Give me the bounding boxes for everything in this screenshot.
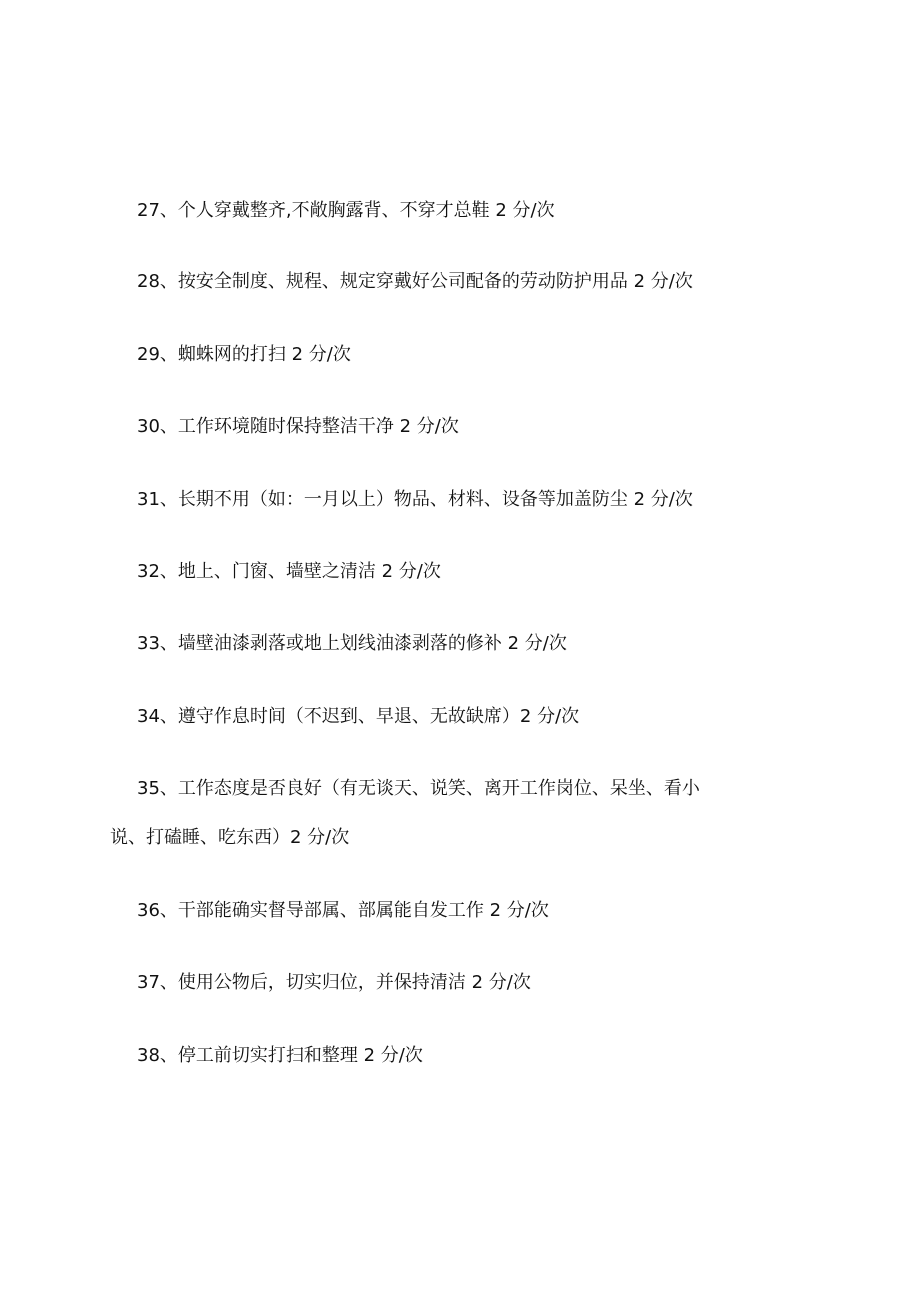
list-item [137,886,797,935]
item-text: 38、停工前切实打扫和整理 2 分/次 [137,1045,423,1066]
list-item [137,330,797,379]
list-item [137,692,797,741]
list-item [110,764,797,862]
item-text: 36、干部能确实督导部属、部属能自发工作 2 分/次 [137,900,549,921]
list-item [137,619,797,668]
item-text: 33、墙壁油漆剥落或地上划线油漆剥落的修补 2 分/次 [137,633,567,654]
list-item [137,475,797,524]
item-text: 28、按安全制度、规程、规定穿戴好公司配备的劳动防护用品 2 分/次 [137,271,693,292]
list-item [137,186,797,235]
item-text: 35、工作态度是否良好（有无谈天、说笑、离开工作岗位、呆坐、看小 [137,778,700,799]
list-item [137,257,797,306]
item-text: 32、地上、门窗、墙壁之清洁 2 分/次 [137,561,441,582]
item-text: 29、蜘蛛网的打扫 2 分/次 [137,344,351,365]
item-text: 30、工作环境随时保持整洁干净 2 分/次 [137,416,459,437]
item-text: 37、使用公物后，切实归位，并保持清洁 2 分/次 [137,972,531,993]
list-item [137,402,797,451]
list-item [137,547,797,596]
list-item [137,958,797,1007]
item-text: 34、遵守作息时间（不迟到、早退、无故缺席）2 分/次 [137,706,580,727]
item-text: 27、个人穿戴整齐,不敞胸露背、不穿才总鞋 2 分/次 [137,200,555,221]
list-item [137,1031,797,1080]
item-text-continuation: 说、打磕睡、吃东西）2 分/次 [110,827,350,848]
item-text: 31、长期不用（如：一月以上）物品、材料、设备等加盖防尘 2 分/次 [137,489,693,510]
